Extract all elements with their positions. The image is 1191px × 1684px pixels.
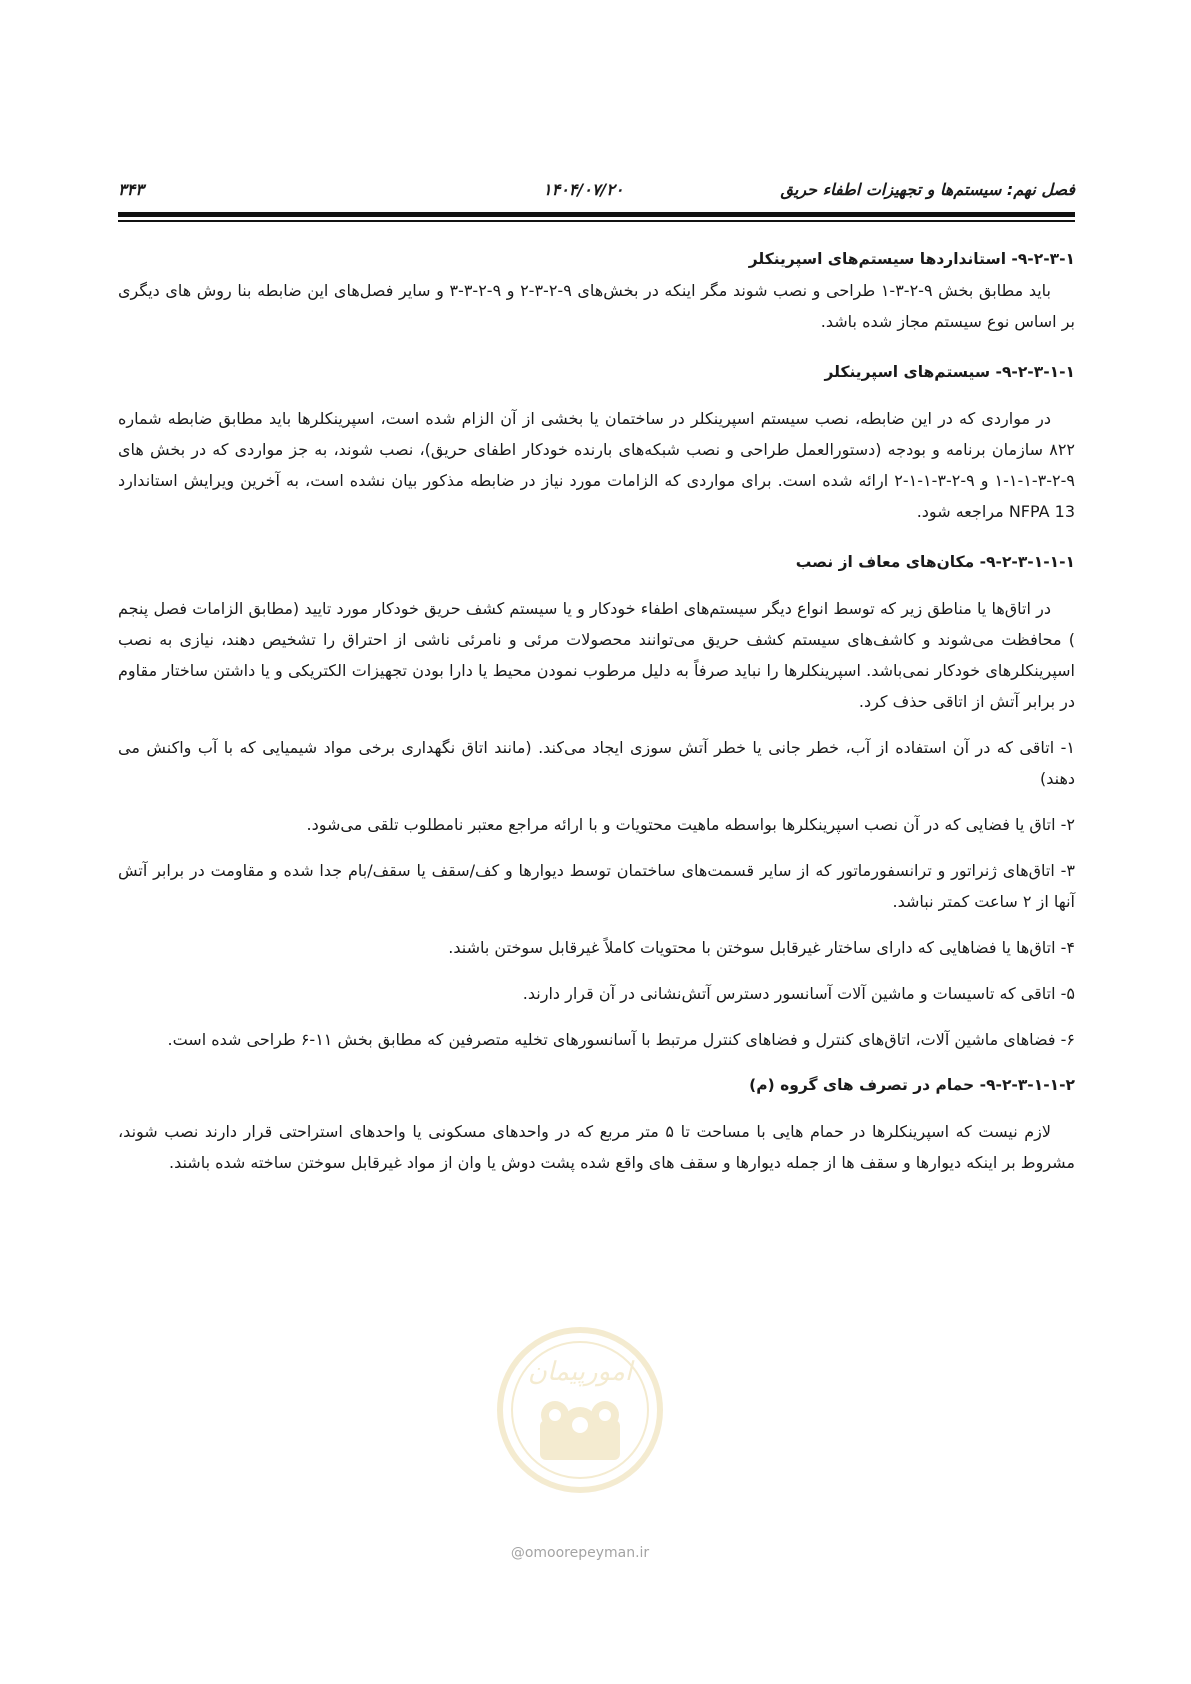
section-paragraph: باید مطابق بخش ۹-۲-۳-۱ طراحی و نصب شوند مگر اینکه در بخش‌های ۹-۲-۳-۲ و ۹-۲-۳-۳ و سایر فصل‌های این ضابطه بنا روش های دیگری بر اساس نوع سیستم مجاز شده باشد. — [118, 281, 1075, 331]
section-heading: ۹-۲-۳-۱-۱-۱- مکان‌های معاف از نصب — [795, 553, 1075, 571]
page-header — [118, 180, 1075, 208]
section-paragraph: لازم نیست که اسپرینکلرها در حمام هایی با مساحت تا ۵ متر مربع که در واحدهای مسکونی یا واحدهای استراحتی قرار دارند نصب شوند، مشروط بر اینکه دیوارها و سقف ها از جمله دیوارها و سقف های واقع شده پشت دوش یا وان از مواد غیرقابل سوختن ساخته شده باشند. — [118, 1122, 1075, 1172]
header-date: ۱۴۰۴/۰۷/۲۰ — [543, 180, 624, 199]
list-item: ۴- اتاق‌ها یا فضاهایی که دارای ساختار غیرقابل سوختن با محتویات کاملاً غیرقابل سوختن باشند. — [448, 938, 1075, 957]
header-rule-thin — [118, 220, 1075, 222]
page-body — [118, 244, 1075, 1178]
watermark-logo — [495, 1325, 665, 1495]
list-item: ۵- اتاقی که تاسیسات و ماشین آلات آسانسور دسترس آتش‌نشانی در آن قرار دارند. — [522, 984, 1075, 1003]
list-item: ۳- اتاق‌های ژنراتور و ترانسفورماتور که از سایر قسمت‌های ساختمان توسط دیوارها و کف/سقف یا سقف/بام جدا شده و مقاومت در برابر آتش آنها از ۲ ساعت کمتر نباشد. — [118, 861, 1075, 911]
page-number: ۳۴۳ — [118, 180, 144, 199]
section-paragraph: در اتاق‌ها یا مناطق زیر که توسط انواع دیگر سیستم‌های اطفاء خودکار و یا سیستم کشف حریق خودکار مورد تایید (مطابق الزامات فصل پنجم ) محافظت می‌شوند و کاشف‌های سیستم کشف حریق می‌توانند محصولات مرئی و نامرئی ناشی از احتراق را تشخیص دهند، نیازی به نصب اسپرینکلرهای خودکار نمی‌باشد. اسپرینکلرها را نباید صرفاً به دلیل مرطوب نمودن محیط یا دارا بودن تجهیزات الکتریکی و یا داشتن ساختار مقاوم در برابر آتش از اتاقی حذف کرد. — [118, 599, 1075, 711]
section-heading: ۹-۲-۳-۱-۱-۲- حمام در تصرف های گروه (م) — [749, 1076, 1075, 1094]
section-heading: ۹-۲-۳-۱- استانداردها سیستم‌های اسپرینکلر — [748, 250, 1075, 268]
chapter-title: فصل نهم: سیستم‌ها و تجهیزات اطفاء حریق — [780, 180, 1075, 199]
watermark-site: @omoorepeyman.ir — [510, 1545, 650, 1561]
header-rule-thick — [118, 212, 1075, 217]
list-item: ۲- اتاق یا فضایی که در آن نصب اسپرینکلرها بواسطه ماهیت محتویات و با ارائه مراجع معتبر نامطلوب تلقی می‌شود. — [306, 815, 1075, 834]
section-paragraph: در مواردی که در این ضابطه، نصب سیستم اسپرینکلر در ساختمان یا بخشی از آن الزام شده است، اسپرینکلرها باید مطابق ضابطه شماره ۸۲۲ سازمان برنامه و بودجه (دستورالعمل طراحی و نصب شبکه‌های بارنده خودکار اطفای حریق)، نصب شوند، به جز مواردی که در بخش های ۹-۲-۳-۱-۱-۱ و ۹-۲-۳-۱-۱-۲ ارائه شده است. برای مواردی که الزامات مورد نیاز در ضابطه مذکور بیان نشده است، به آخرین ویرایش استاندارد NFPA 13 مراجعه شود. — [118, 409, 1075, 521]
list-item: ۶- فضاهای ماشین آلات، اتاق‌های کنترل و فضاهای کنترل مرتبط با آسانسورهای تخلیه متصرفین که مطابق بخش ۱۱-۶ طراحی شده است. — [167, 1030, 1075, 1049]
section-heading: ۹-۲-۳-۱-۱- سیستم‌های اسپرینکلر — [824, 363, 1075, 381]
list-item: ۱- اتاقی که در آن استفاده از آب، خطر جانی یا خطر آتش سوزی ایجاد می‌کند. (مانند اتاق نگهداری برخی مواد شیمیایی که با آب واکنش می دهند) — [118, 738, 1075, 788]
svg-text:امورپیمان: امورپیمان — [527, 1357, 633, 1387]
